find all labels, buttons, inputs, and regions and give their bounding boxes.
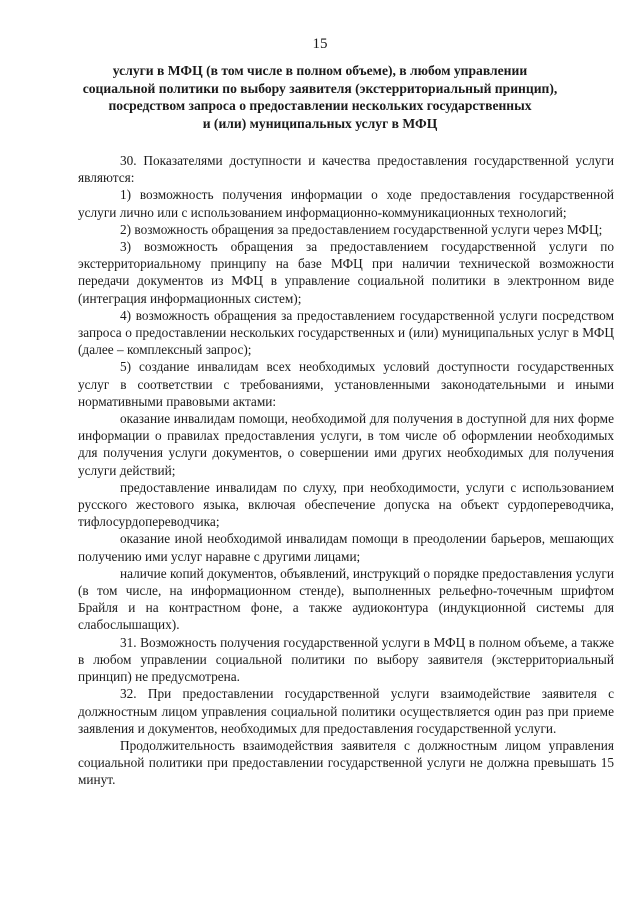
section-heading [78,62,562,132]
sub-item-sign-language: предоставление инвалидам по слуху, при необходимости, услуги с использованием русского жестового языка, включая обеспечение допуска на объект сурдопереводчика, тифлосурдопереводчика; [78,479,614,530]
paragraph-31: 31. Возможность получения государственной услуги в МФЦ в полном объеме, а также в любом управлении социальной политики по выбору заявителя (экстерриториальный принцип) не предусмотрена. [78,634,614,685]
list-item-1: 1) возможность получения информации о ходе предоставления государственной услуги лично или с использованием информационно-коммуникационных технологий; [78,187,614,220]
paragraph-32: 32. При предоставлении государственной услуги взаимодействие заявителя с должностным лицом управления социальной политики осуществляется один раз при приеме заявления и документов, необходимых для предоставления государственной услуги. [78,686,614,736]
paragraph-duration: Продолжительность взаимодействия заявителя с должностным лицом управления социальной политики при предоставлении государственной услуги не должна превышать 15 минут. [78,737,614,788]
list-item-2: 2) возможность обращения за предоставлением государственной услуги через МФЦ; [120,221,603,237]
heading-line: посредством запроса о предоставлении нескольких государственных [108,98,532,113]
list-item-5: 5) создание инвалидам всех необходимых условий доступности государственных услуг в соответствии с требованиями, установленными законодательными и иными нормативными правовыми актами: [78,359,614,409]
page-number: 15 [312,36,328,52]
document-body [78,152,614,789]
heading-line: и (или) муниципальных услуг в МФЦ [202,115,438,131]
list-item-4: 4) возможность обращения за предоставлением государственной услуги посредством запроса о предоставлении нескольких государственных и (или) муниципальных услуг в МФЦ (далее – комплексный запрос); [78,307,614,358]
list-item-3: 3) возможность обращения за предоставлением государственной услуги по экстерриториальному принципу на базе МФЦ при наличии технической возможности передачи документов из МФЦ в управление социальной политики в электронном виде (интеграция информационных систем); [78,239,614,306]
sub-item-braille: наличие копий документов, объявлений, инструкций о порядке предоставления услуги (в том числе, на информационном стенде), выполненных рельефно-точечным шрифтом Брайля и на контрастном фоне, а также аудиоконтура (индукционной системы для слабослышащих). [78,565,614,633]
paragraph-30: 30. Показателями доступности и качества предоставления государственной услуги являются: [78,153,614,186]
sub-item-barriers: оказание иной необходимой инвалидам помощи в преодолении барьеров, мешающих получению ими услуг наравне с другими лицами; [78,531,614,564]
heading-line: услуги в МФЦ (в том числе в полном объеме), в любом управлении [112,63,528,78]
sub-item-assistance: оказание инвалидам помощи, необходимой для получения в доступной для них форме информации о правилах предоставления услуги, в том числе об оформлении необходимых для получения услуги документов, о совершении ими других необходимых для получения услуги действий; [78,411,614,478]
heading-line: социальной политики по выбору заявителя (экстерриториальный принцип), [82,80,558,96]
